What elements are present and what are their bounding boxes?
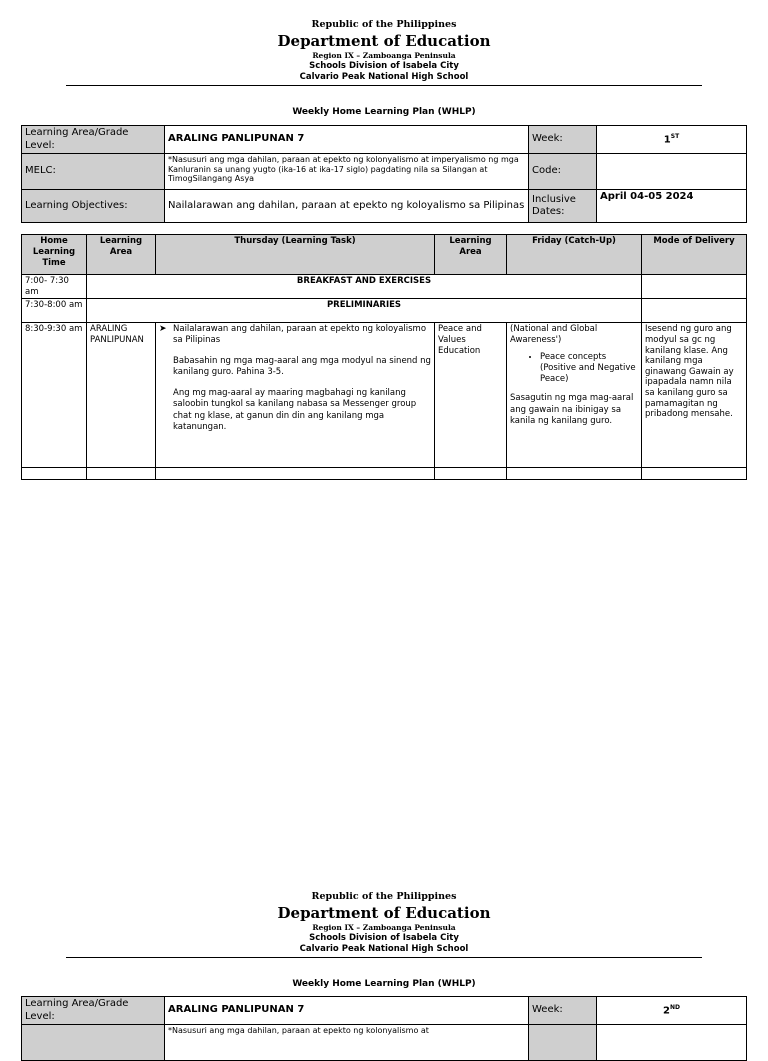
catch-up-heading: (National and Global Awareness') xyxy=(510,324,598,346)
code-value xyxy=(597,1025,747,1061)
blank-cell xyxy=(22,468,87,480)
catch-up-text: Sasagutin ng mga mag-aaral ang gawain na ibinigay sa kanila ng kanilang guro. xyxy=(510,393,634,426)
arrow-bullet-icon: ➤ xyxy=(159,324,167,335)
schedule-table xyxy=(21,234,747,480)
blank-cell xyxy=(642,468,747,480)
blank-cell xyxy=(507,468,642,480)
blank-cell xyxy=(156,468,435,480)
header-area-2: Learning Area xyxy=(435,235,507,275)
info-table-2 xyxy=(21,996,747,1061)
division-heading: Schools Division of Isabela City xyxy=(309,61,459,71)
plan-title: Weekly Home Learning Plan (WHLP) xyxy=(292,107,476,117)
objectives-value: Nailalarawan ang dahilan, paraan at epekto ng koloyalismo sa Pilipinas xyxy=(165,190,529,223)
region-heading: Region IX – Zamboanga Peninsula xyxy=(312,923,456,932)
lesson-area: ARALING PANLIPUNAN xyxy=(87,323,156,468)
republic-heading: Republic of the Philippines xyxy=(311,891,457,902)
school-heading: Calvario Peak National High School xyxy=(299,944,469,954)
header-thursday: Thursday (Learning Task) xyxy=(156,235,435,275)
header-friday: Friday (Catch-Up) xyxy=(507,235,642,275)
republic-heading: Republic of the Philippines xyxy=(311,19,457,30)
time-lesson: 8:30-9:30 am xyxy=(22,323,87,468)
header-divider xyxy=(66,85,702,86)
header-mode: Mode of Delivery xyxy=(642,235,747,275)
blank-cell xyxy=(87,468,156,480)
department-heading: Department of Education xyxy=(277,904,491,922)
task-bullet: ➤ Nailalarawan ang dahilan, paraan at epekto ng koloyalismo sa Pilipinas xyxy=(159,324,427,346)
region-heading: Region IX – Zamboanga Peninsula xyxy=(312,51,456,60)
delivery-mode: Isesend ng guro ang modyul sa gc ng kanilang klase. Ang kanilang mga ginawang Gawain ay ipapadala namn nila sa kanilang guro sa pamamagitan ng pribadong mensahe. xyxy=(642,323,747,468)
catch-up-task xyxy=(507,323,642,468)
code-value xyxy=(597,154,747,190)
division-heading: Schools Division of Isabela City xyxy=(309,933,459,943)
week-label: Week: xyxy=(529,997,597,1025)
blank-cell xyxy=(435,468,507,480)
task-paragraph-2: Ang mg mag-aaral ay maaring magbahagi ng kanilang saloobin tungkol sa kanilang nabasa sa Messenger group chat ng klase, at ganun din din ang kanilang mga katanungan. xyxy=(173,388,417,432)
department-heading: Department of Education xyxy=(277,32,491,50)
melc-value: *Nasusuri ang mga dahilan, paraan at epekto ng kolonyalismo at imperyalismo ng mga Kanluranin sa unang yugto (ika-16 at ika-17 siglo) pagdating nila sa Silangan at TimogSilangang Asya xyxy=(165,154,529,190)
melc-value: *Nasusuri ang mga dahilan, paraan at epekto ng kolonyalismo at xyxy=(165,1025,529,1061)
learning-area-value: ARALING PANLIPUNAN 7 xyxy=(165,126,529,154)
dates-value: April 04-05 2024 xyxy=(597,190,747,223)
breakfast-title: BREAKFAST AND EXERCISES xyxy=(87,275,642,299)
time-breakfast: 7:00- 7:30 am xyxy=(22,275,87,299)
learning-area-value: ARALING PANLIPUNAN 7 xyxy=(165,997,529,1025)
objectives-label: Learning Objectives: xyxy=(22,190,165,223)
header-divider xyxy=(66,957,702,958)
dates-label: Inclusive Dates: xyxy=(529,190,597,223)
week-value: 2ND xyxy=(597,997,747,1025)
header-time: Home Learning Time xyxy=(22,235,87,275)
info-table xyxy=(21,125,747,223)
plan-title: Weekly Home Learning Plan (WHLP) xyxy=(292,979,476,989)
preliminaries-title: PRELIMINARIES xyxy=(87,299,642,323)
blank-cell xyxy=(642,299,747,323)
melc-label xyxy=(22,1025,165,1061)
code-label xyxy=(529,1025,597,1061)
header-area: Learning Area xyxy=(87,235,156,275)
week-label: Week: xyxy=(529,126,597,154)
learning-area-label: Learning Area/Grade Level: xyxy=(22,997,165,1025)
page-2 xyxy=(0,872,768,1035)
blank-cell xyxy=(642,275,747,299)
time-preliminaries: 7:30-8:00 am xyxy=(22,299,87,323)
lesson-area-2: Peace and Values Education xyxy=(435,323,507,468)
week-value: 1ST xyxy=(597,126,747,154)
melc-label: MELC: xyxy=(22,154,165,190)
catch-up-list xyxy=(510,352,638,385)
task-paragraph-1: Babasahin ng mga mag-aaral ang mga modyul na sinend ng kanilang guro. Pahina 3-5. xyxy=(173,356,431,378)
catch-up-item: • Peace concepts (Positive and Negative Peace) xyxy=(540,352,638,385)
learning-task xyxy=(156,323,435,468)
code-label: Code: xyxy=(529,154,597,190)
learning-area-label: Learning Area/Grade Level: xyxy=(22,126,165,154)
school-heading: Calvario Peak National High School xyxy=(299,72,469,82)
